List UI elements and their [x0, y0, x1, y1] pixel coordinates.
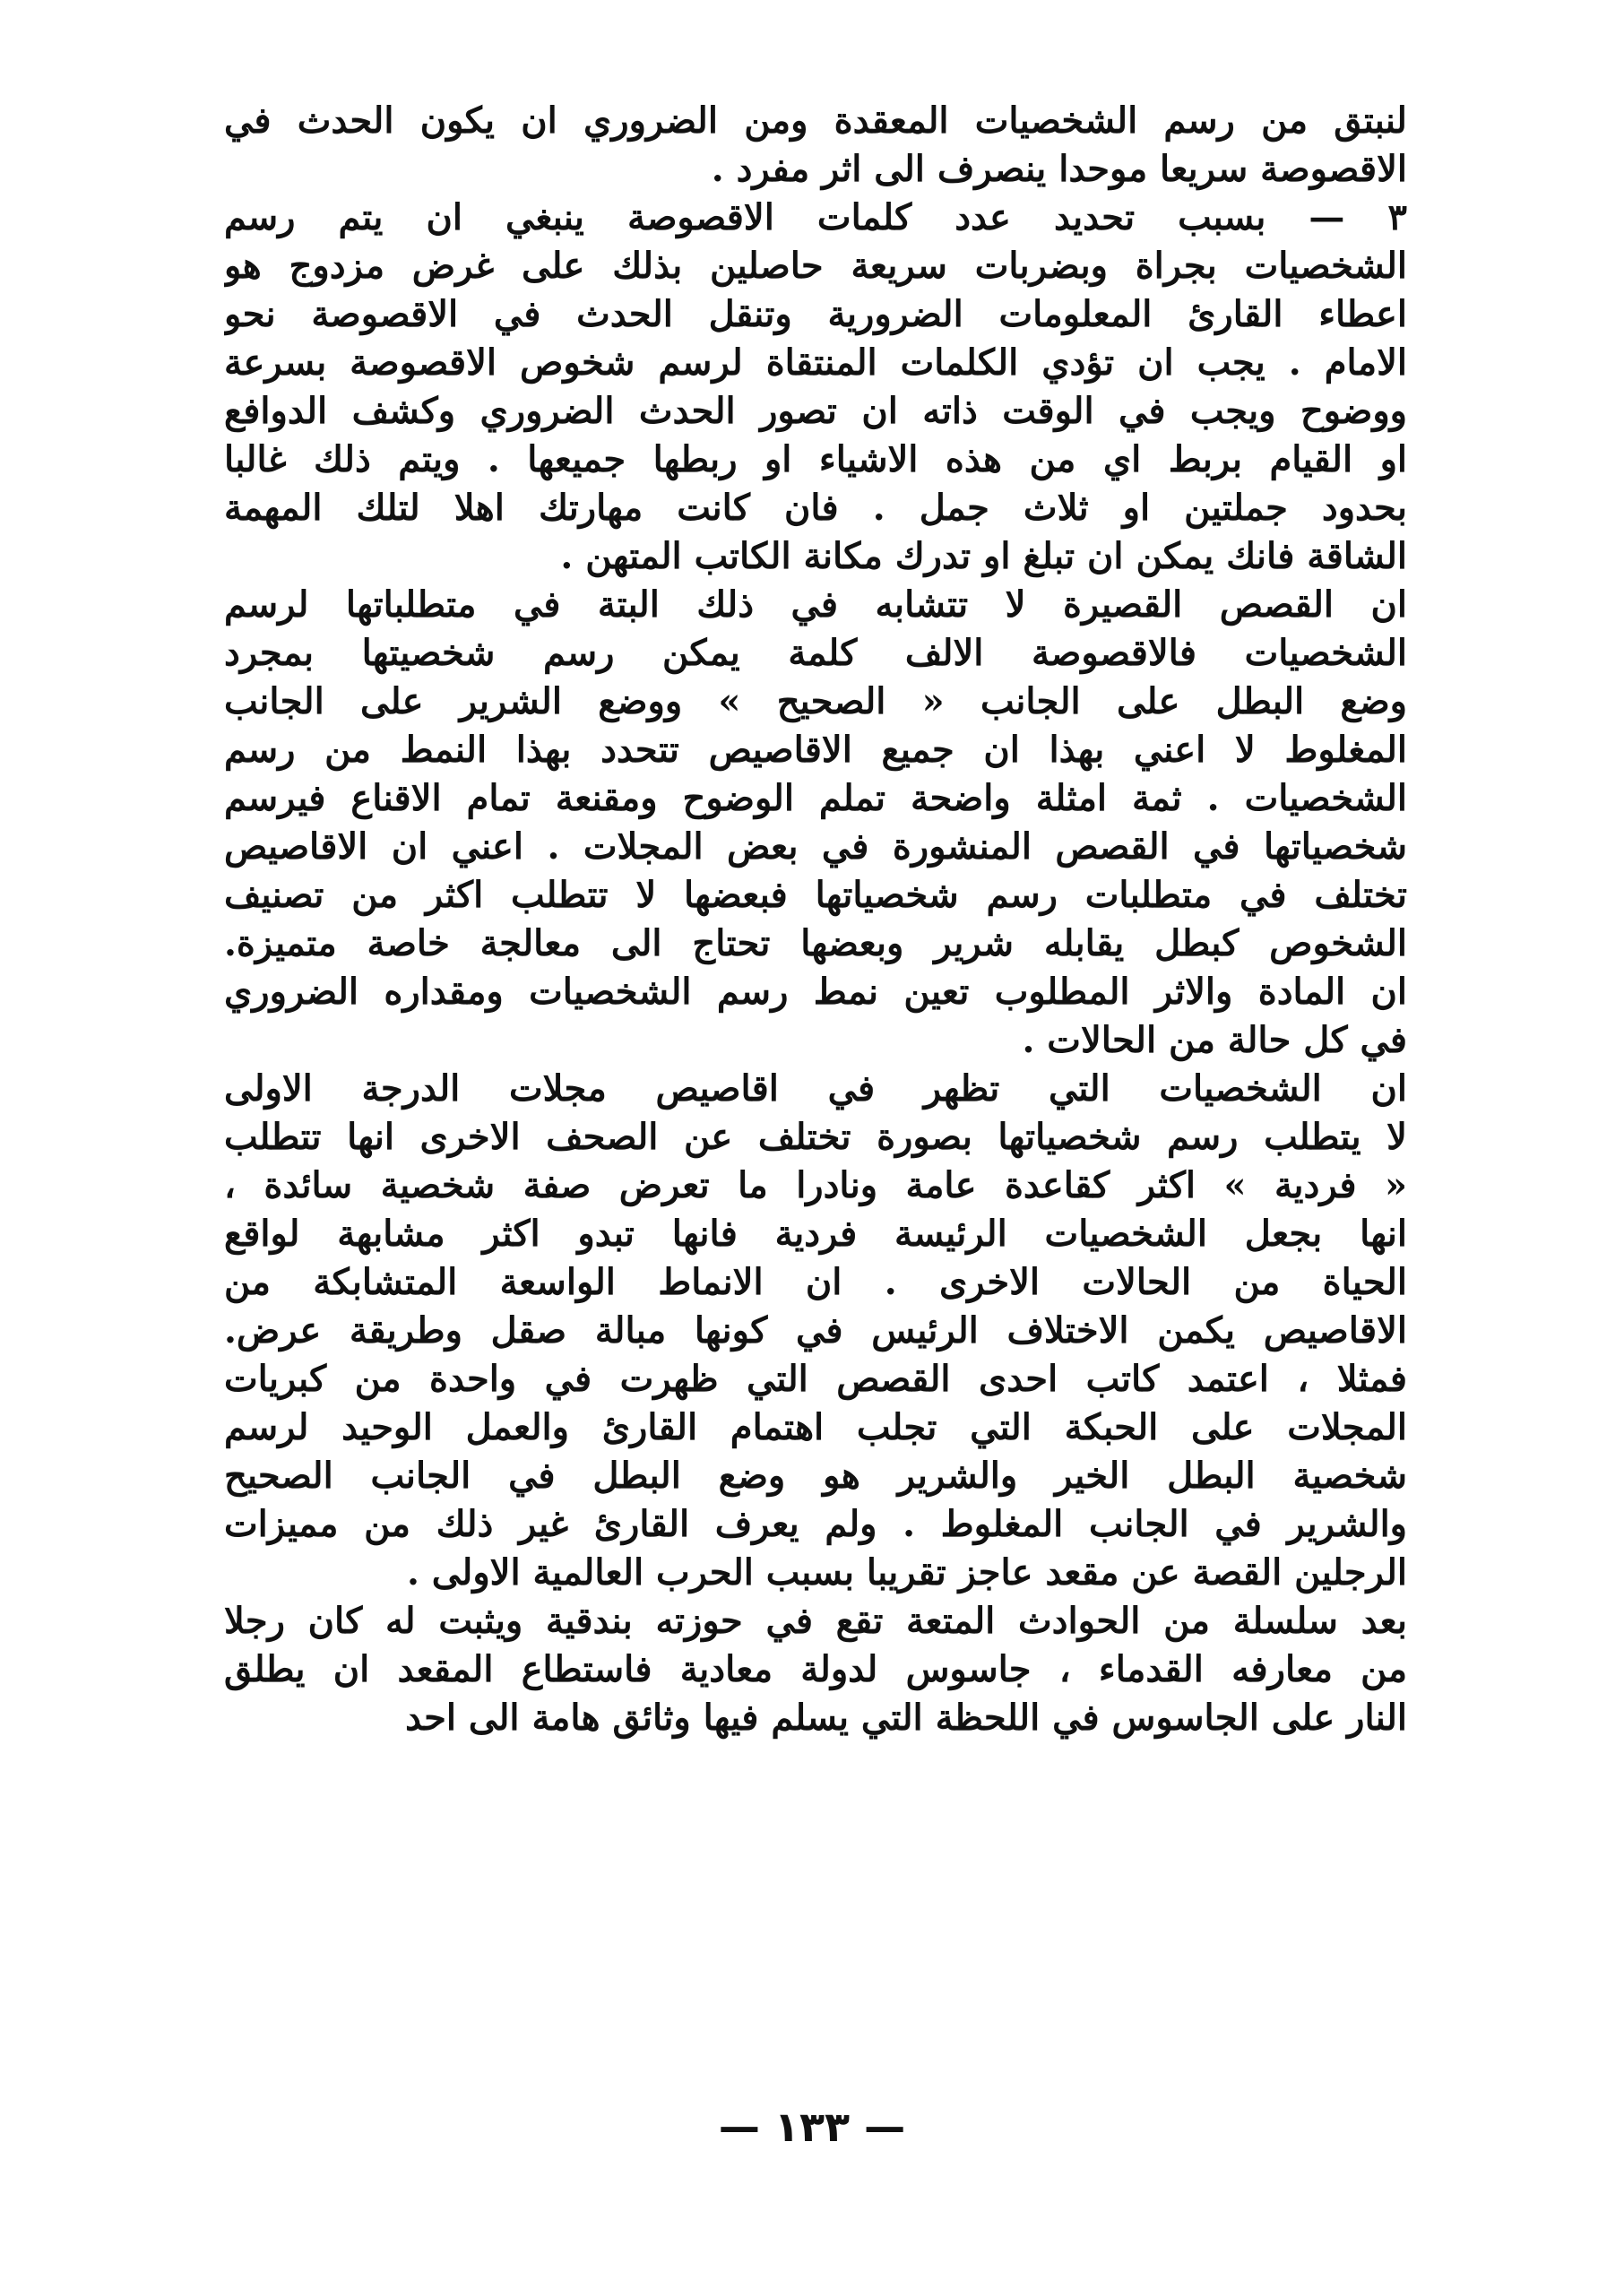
- text-line: او القيام بربط اي من هذه الاشياء او ربطها جميعها . ويتم ذلك غالبا: [224, 438, 1407, 480]
- text-line: الرجلين القصة عن مقعد عاجز تقريبا بسبب الحرب العالمية الاولى .: [406, 1551, 1407, 1593]
- text-line: الامام . يجب ان تؤدي الكلمات المنتقاة لرسم شخوص الاقصوصة بسرعة: [224, 341, 1407, 384]
- text-line: لنبتق من رسم الشخصيات المعقدة ومن الضروري ان يكون الحدث في: [224, 99, 1407, 142]
- body-text: [224, 97, 1407, 1742]
- text-line: فمثلا ، اعتمد كاتب احدى القصص التي ظهرت في واحدة من كبريات: [224, 1358, 1407, 1400]
- text-line: الاقصوصة سريعا موحدا ينصرف الى اثر مفرد .: [711, 148, 1407, 190]
- text-line: بعد سلسلة من الحوادث المتعة تقع في حوزته بندقية ويثبت له كان رجلا: [224, 1600, 1407, 1642]
- text-line: ووضوح ويجب في الوقت ذاته ان تصور الحدث الضروري وكشف الدوافع: [224, 390, 1407, 432]
- page-number: — ١٣٣ —: [718, 2103, 906, 2151]
- text-line: ان الشخصيات التي تظهر في اقاصيص مجلات الدرجة الاولى: [224, 1067, 1407, 1110]
- text-line: الشخصيات فالاقصوصة الالف كلمة يمكن رسم شخصيتها بمجرد: [224, 632, 1407, 674]
- text-line: ٣ — بسبب تحديد عدد كلمات الاقصوصة ينبغي ان يتم رسم: [224, 196, 1407, 238]
- text-line: الشاقة فانك يمكن ان تبلغ او تدرك مكانة الكاتب المتهن .: [560, 535, 1407, 577]
- text-line: الشخصيات بجراة وبضربات سريعة حاصلين بذلك على غرض مزدوج هو: [224, 245, 1407, 287]
- text-line: الشخصيات . ثمة امثلة واضحة تملم الوضوح ومقنعة تمام الاقناع فيرسم: [224, 777, 1407, 819]
- text-line: المجلات على الحبكة التي تجلب اهتمام القارئ والعمل الوحيد لرسم: [224, 1406, 1407, 1448]
- text-line: وضع البطل على الجانب « الصحيح » ووضع الشرير على الجانب: [224, 680, 1407, 722]
- text-line: من معارفه القدماء ، جاسوس لدولة معادية فاستطاع المقعد ان يطلق: [224, 1648, 1407, 1690]
- text-line: والشرير في الجانب المغلوط . ولم يعرف القارئ غير ذلك من مميزات: [224, 1503, 1407, 1545]
- text-line: الاقاصيص يكمن الاختلاف الرئيس في كونها مبالة صقل وطريقة عرض.: [224, 1309, 1407, 1352]
- text-line: المغلوط لا اعني بهذا ان جميع الاقاصيص تتحدد بهذا النمط من رسم: [224, 729, 1407, 771]
- text-line: « فردية » اكثر كقاعدة عامة ونادرا ما تعرض صفة شخصية سائدة ،: [224, 1164, 1407, 1206]
- text-line: شخصية البطل الخير والشرير هو وضع البطل في الجانب الصحيح: [224, 1455, 1407, 1497]
- text-line: اعطاء القارئ المعلومات الضرورية وتنقل الحدث في الاقصوصة نحو: [224, 293, 1407, 335]
- text-line: الحياة من الحالات الاخرى . ان الانماط الواسعة المتشابكة من: [224, 1261, 1407, 1303]
- text-line: النار على الجاسوس في اللحظة التي يسلم فيها وثائق هامة الى احد: [405, 1697, 1407, 1739]
- text-line: بحدود جملتين او ثلاث جمل . فان كانت مهارتك اهلا لتلك المهمة: [224, 487, 1407, 529]
- text-line: تختلف في متطلبات رسم شخصياتها فبعضها لا تتطلب اكثر من تصنيف: [224, 874, 1407, 916]
- text-line: الشخوص كبطل يقابله شرير وبعضها تحتاج الى معالجة خاصة متميزة.: [224, 922, 1407, 964]
- text-line: ان المادة والاثر المطلوب تعين نمط رسم الشخصيات ومقداره الضروري: [224, 971, 1407, 1013]
- text-line: لا يتطلب رسم شخصياتها بصورة تختلف عن الصحف الاخرى انها تتطلب: [224, 1116, 1407, 1158]
- text-line: ان القصص القصيرة لا تتشابه في ذلك البتة في متطلباتها لرسم: [224, 583, 1407, 626]
- text-line: في كل حالة من الحالات .: [1022, 1019, 1407, 1061]
- text-line: انها بجعل الشخصيات الرئيسة فردية فانها تبدو اكثر مشابهة لواقع: [224, 1213, 1407, 1255]
- text-line: شخصياتها في القصص المنشورة في بعض المجلات . اعني ان الاقاصيص: [224, 825, 1407, 868]
